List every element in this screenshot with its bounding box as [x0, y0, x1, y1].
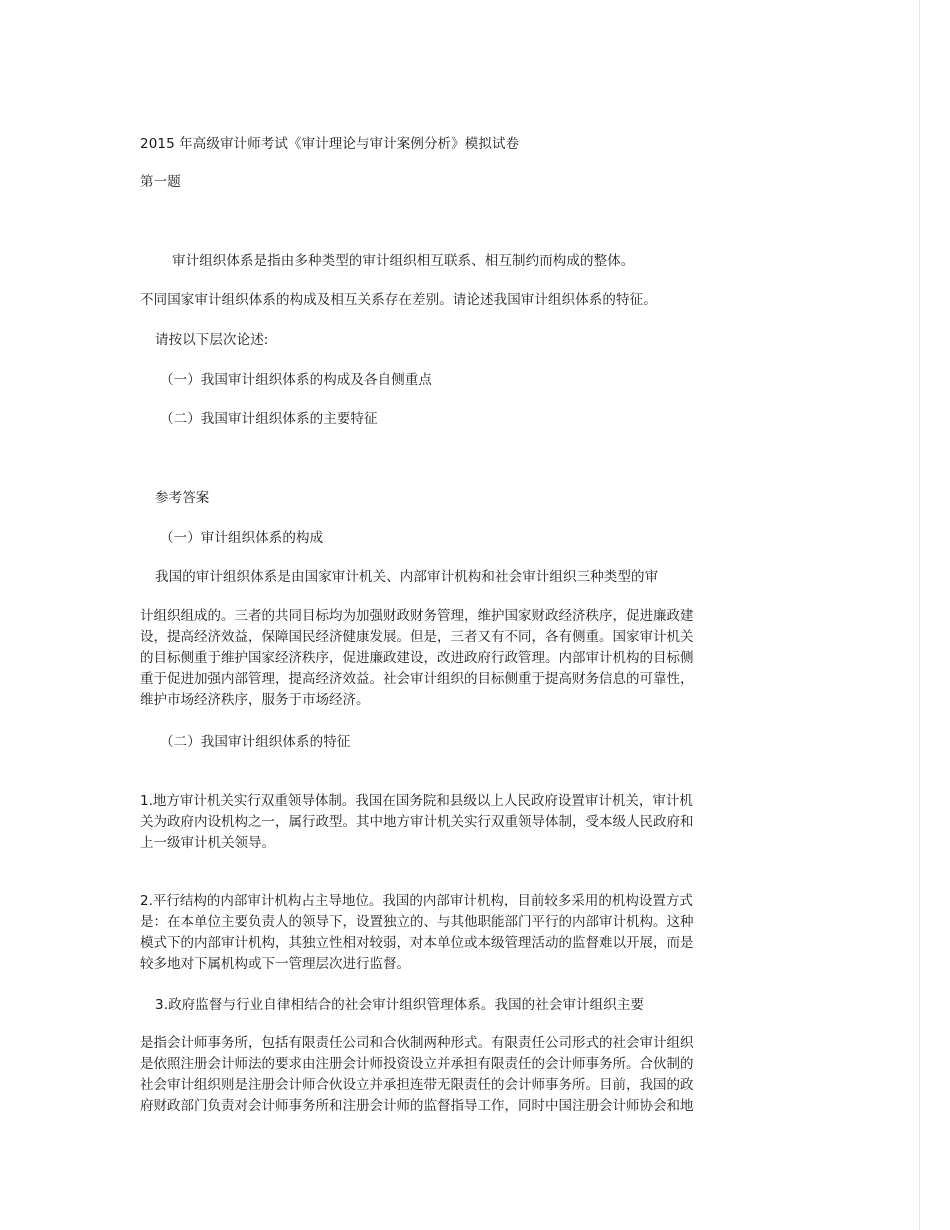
answer-point-1: [140, 791, 734, 854]
paragraph-line: 维护市场经济秩序，服务于市场经济。: [140, 692, 370, 708]
paragraph-line: 计组织组成的。三者的共同目标均为加强财政财务管理，维护国家财政经济秩序，促进廉政建: [140, 608, 694, 624]
paragraph-line: 重于促进加强内部管理，提高经济效益。社会审计组织的目标侧重于提高财务信息的可靠性，: [140, 671, 694, 687]
document-title: 2015 年高级审计师考试《审计理论与审计案例分析》模拟试卷: [140, 136, 520, 152]
paragraph-line: 社会审计组织则是注册会计师合伙设立并承担连带无限责任的会计师事务所。目前，我国的政: [140, 1077, 694, 1093]
paragraph-line: 的目标侧重于维护国家经济秩序，促进廉政建设，改进政府行政管理。内部审计机构的目标侧: [140, 650, 694, 666]
answer-heading: 参考答案: [155, 490, 210, 506]
paragraph-line: 关为政府内设机构之一，属行政型。其中地方审计机关实行双重领导体制，受本级人民政府和: [140, 814, 694, 830]
question-line-1: 审计组织体系是指由多种类型的审计组织相互联系、相互制约而构成的整体。: [172, 253, 635, 269]
answer-section-1-body: [140, 606, 734, 711]
paragraph-line: 2.平行结构的内部审计机构占主导地位。我国的内部审计机构，目前较多采用的机构设置方式: [140, 893, 693, 909]
paragraph-line: 府财政部门负责对会计师事务所和注册会计师的监督指导工作，同时中国注册会计师协会和地: [140, 1098, 694, 1114]
question-instruction: 请按以下层次论述:: [155, 332, 269, 348]
answer-point-3-lead: 3.政府监督与行业自律相结合的社会审计组织管理体系。我国的社会审计组织主要: [155, 997, 645, 1013]
paragraph-line: 设，提高经济效益，保障国民经济健康发展。但是，三者又有不同，各有侧重。国家审计机关: [140, 629, 694, 645]
question-item-1: （一）我国审计组织体系的构成及各自侧重点: [160, 372, 432, 388]
paragraph-line: 是依照注册会计师法的要求由注册会计师投资设立并承担有限责任的会计师事务所。合伙制的: [140, 1056, 694, 1072]
question-line-2: 不同国家审计组织体系的构成及相互关系存在差别。请论述我国审计组织体系的特征。: [140, 292, 657, 308]
paragraph-line: 上一级审计机关领导。: [140, 835, 275, 851]
question-heading: 第一题: [140, 174, 181, 190]
answer-section-1-title: （一）审计组织体系的构成: [160, 530, 324, 546]
answer-section-2-title: （二）我国审计组织体系的特征: [160, 734, 351, 750]
paragraph-line: 1.地方审计机关实行双重领导体制。我国在国务院和县级以上人民政府设置审计机关，审计机: [140, 793, 693, 809]
paragraph-line: 较多地对下属机构或下一管理层次进行监督。: [140, 956, 410, 972]
paragraph-line: 是：在本单位主要负责人的领导下，设置独立的、与其他职能部门平行的内部审计机构。这种: [140, 914, 694, 930]
answer-section-1-lead: 我国的审计组织体系是由国家审计机关、内部审计机构和社会审计组织三种类型的审: [155, 569, 659, 585]
answer-point-2: [140, 891, 734, 975]
paragraph-line: 模式下的内部审计机构，其独立性相对较弱，对本单位或本级管理活动的监督难以开展，而是: [140, 935, 694, 951]
paragraph-line: 是指会计师事务所，包括有限责任公司和合伙制两种形式。有限责任公司形式的社会审计组织: [140, 1035, 694, 1051]
answer-point-3-body: [140, 1033, 734, 1117]
question-item-2: （二）我国审计组织体系的主要特征: [160, 411, 378, 427]
page-edge-divider: [919, 0, 920, 1230]
